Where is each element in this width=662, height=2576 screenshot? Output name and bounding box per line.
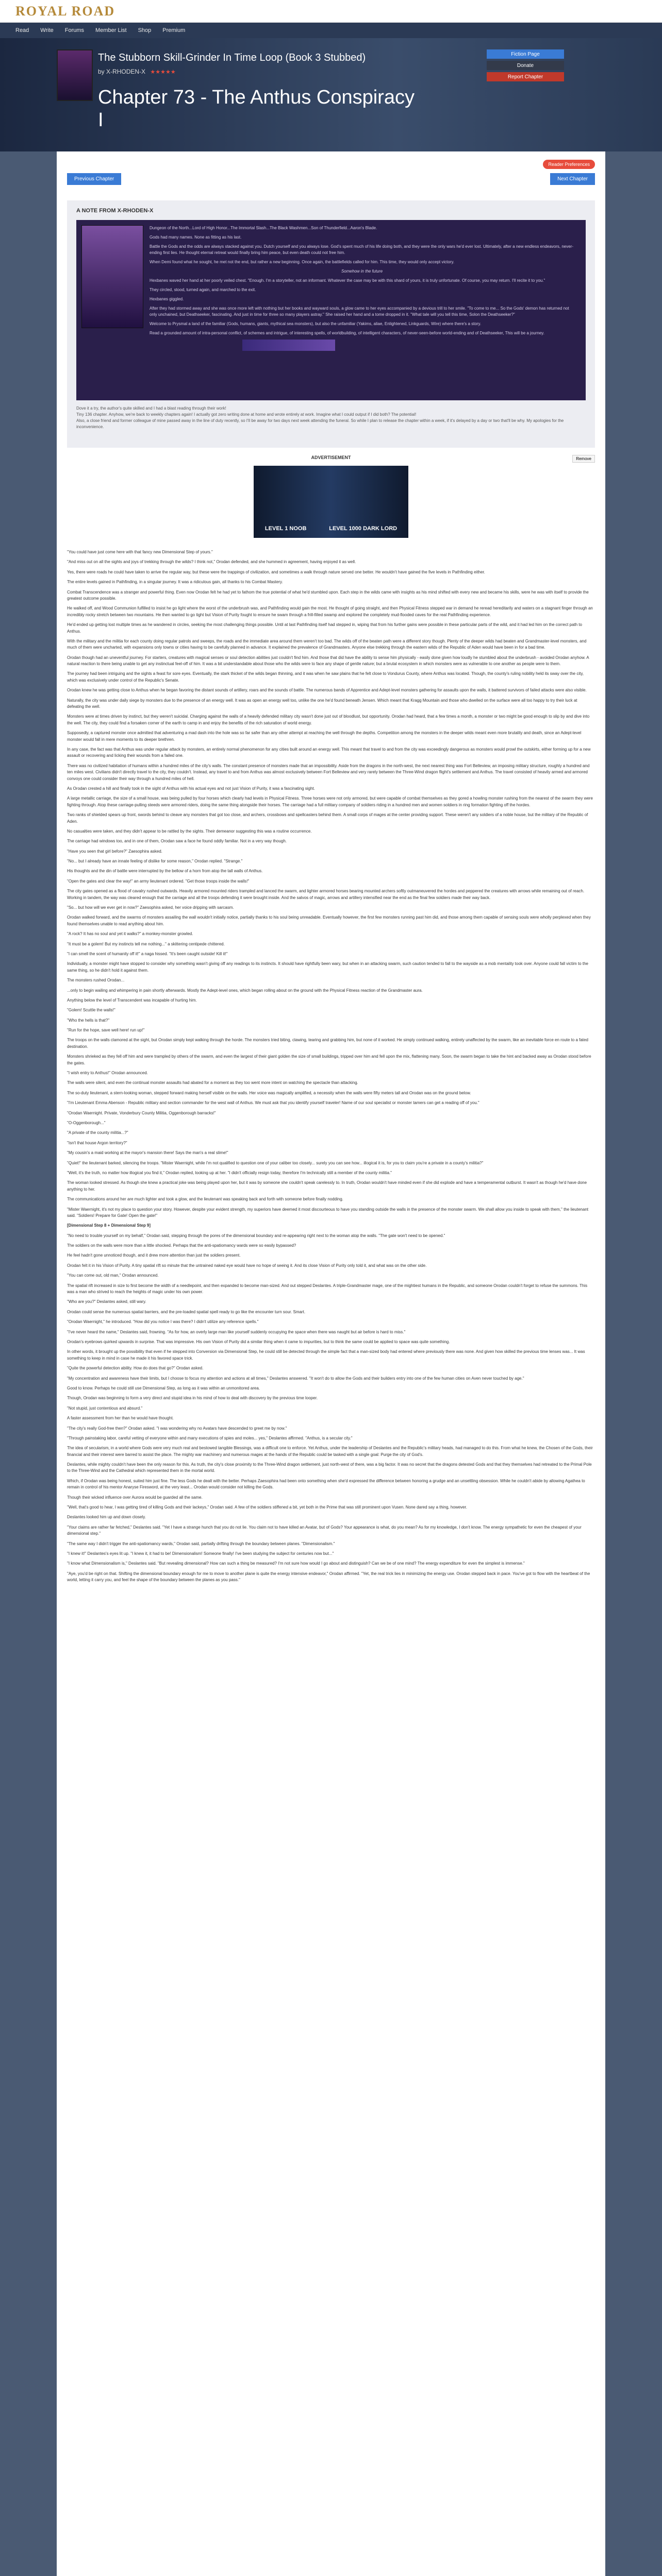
- chapter-paragraph: He feel hadn't gone unnoticed though, and it drew more attention than just the soldiers present.: [67, 1253, 241, 1258]
- chapter-paragraph: "Quiet!" the lieutenant barked, silencing the troops. "Mister Waernight, while I'm not qualified to question one of your caliber too closely... surely you can see how... illogical it is, for you to claim you're a private in a county's militia?": [67, 1160, 484, 1165]
- chapter-paragraph: There was no civilized habitation of humans within a hundred miles of the city's walls. The constant presence of monsters made that an impossibility. Aside from the dragons in the north-west, the next nearest thing was Fort Belleview, an imposing military structure, roughly a hundred and ten miles west. Civilians didn't directly travel to the city, they couldn't. Instead, any travel to and from Anthus was almost exclusively between Fort Belleview and very rarely between the Three-Wind dragon flight's settlement and Anthus. The travel consisted of heavily armed and armored convoys one could consider their way through a hundred miles of hell.: [67, 763, 590, 781]
- chapter-paragraph: Combat Transcendence was a stranger and powerful thing. Even now Orodan felt he had yet to fathom the true potential of what he'd stumbled upon. Each step in the wilds came with insights as his mind shifted with every new and became his skills, were he was with itself to provide the greatest outcome possible.: [67, 589, 589, 601]
- promo-paragraph: Somehow in the future: [341, 269, 383, 274]
- fiction-title[interactable]: The Stubborn Skill-Grinder In Time Loop (Book 3 Stubbed): [98, 52, 366, 63]
- site-logo[interactable]: ROYAL ROAD: [15, 3, 115, 19]
- chapter-paragraph: The walls were silent, and even the continual monster assaults had abated for a moment as they too went more intent on watching the spectacle than attacking.: [67, 1080, 358, 1086]
- chapter-nav-top: [67, 173, 595, 185]
- report-chapter-button[interactable]: Report Chapter: [487, 72, 564, 81]
- chapter-paragraph: The troops on the walls clamored at the sight, but Orodan simply kept walking through the horde. The monsters tried biting, clawing, tearing and grabbing him, but none of it worked. He simply continued walking, entirely unaffected by the swarm, like an inevitable force en route to a fated destination.: [67, 1038, 588, 1049]
- chapter-paragraph: Good to know. Perhaps he could still use Dimensional Step, as long as it was within an unmonitored area.: [67, 1385, 260, 1391]
- chapter-paragraph: In any case, the fact was that Anthus was under regular attack by monsters, an entirely normal phenomenon for any cities built around an energy well. This meant that travel to and from the city was exceedingly dangerous as monsters would prowl the outskirts, either forming up for a new assault or recovering and licking their wounds from a failed one.: [67, 747, 591, 758]
- chapter-paragraph: The woman looked stressed. As though she knew a practical joke was being played upon her, but it was by someone she couldn't speak carelessly to. In truth, Orodan wouldn't have minded even if she did explode and have a temperamental outburst. It wasn't as though he'd have done anything to her.: [67, 1180, 587, 1192]
- chapter-paragraph: "I'm Lieutenant Emma Abenson - Republic military and section commander for the west wall of Anthus. We must ask that you identify yourself traveler! Name of our soul specialist or monster tamers can get a reading off of you.": [67, 1100, 479, 1106]
- chapter-paragraph: "O-Oggenborough...": [67, 1121, 106, 1125]
- chapter-paragraph: Supposedly, a captured monster once admitted that adventuring a mad dash into the hole was so far safer than any other attempt at reaching the well through the depths. Competition among the monsters in the deeper wilds meant even more brutality and death, since an Adept-level monster would fall in mere moments to its deeper brethren.: [67, 731, 582, 742]
- chapter-paragraph: "Not stupid, just contentious and absurd.": [67, 1405, 143, 1411]
- chapter-paragraph: Which, if Orodan was being honest, suited him just fine. The less Gods he dealt with the better. Perhaps Zaesophira had been onto something when she'd expressed the difference between honoring a grudge and an unsettling obsession. While he couldn't abide by allowing Agathea to remain in control of his mentor Anaryse Firesword, at the very least... Orodan would consider not killing the Gods.: [67, 1478, 585, 1490]
- author-name[interactable]: X-RHODEN-X: [106, 68, 146, 75]
- fiction-cover[interactable]: [57, 49, 93, 101]
- chapter-paragraph: He'd ended up getting lost multiple times as he wandered in circles, seeking the most challenging things possible. Until at last Pathfinding itself had stepped in, wiping that from his further gains were possible in these particular parts of the wild, and it had led him on the correct path to Anthus.: [67, 622, 582, 634]
- chapter-paragraph: The entire levels gained in Pathfinding, in a singular journey. It was a ridiculous gain, all thanks to his Combat Mastery.: [67, 580, 283, 585]
- fiction-page-button[interactable]: Fiction Page: [487, 49, 564, 59]
- chapter-paragraph: The spatial rift increased in size to first become the width of a needlepoint, and then expanded to become man-sized. And out stepped Deslantes. A triple-Grandmaster mage, one of the mightiest humans in the Republic, and someone Orodan couldn't forget to refuse the summons. This was a man who strived to reach the heights of magic under his own power.: [67, 1283, 588, 1295]
- chapter-paragraph: Yes, there were roads he could have taken to arrive the regular way, but these were the trappings of civilization, and sometimes a walk through nature served one better. He wouldn't have gained the five levels in Pathfinding either.: [67, 569, 485, 574]
- chapter-paragraph: "I've never heard the name," Deslantes said, frowning. "As for how, an overly large man like yourself suddenly occupying the space when there was naught but air before is hard to miss.": [67, 1329, 406, 1334]
- main-nav: [0, 23, 662, 38]
- chapter-paragraph: "It must be a golem! But my instincts tell me nothing..." a skittering centipede chittered.: [67, 941, 225, 946]
- chapter-paragraph: "Through painstaking labor, careful vetting of everyone within and many executions of spies and moles... yes," Deslantes affirmed. "Anthus, is a secular city.": [67, 1435, 353, 1440]
- promo-paragraph: Read a grounded amount of intra-personal conflict, of schemes and intrigue, of interesting spells, of worldbuilding, of intelligent characters, of never-seen-before world-ending and of Deathseeker, This will be a journey.: [150, 331, 544, 335]
- chapter-paragraph: Deslantes looked him up and down closely.: [67, 1515, 146, 1520]
- promo-paragraph: After they had stormed away and she was once more left with nothing but her books and wayward souls, a glow came to her eyes accompanied by a devious trill to her smile. "To come to me... So the Gods' demon has returned not only unchained, but Deathseeker, fascinating. And just in time for three so many players astray." She raised her hand and a tome dropped in it. "What tale will you tell this time, Solon the Deathseeker?": [150, 306, 569, 317]
- chapter-paragraph: "My concentration and awareness have their limits, but I choose to focus my attention and actions at all times," Deslantes answered. "It won't do to allow the Gods and their builders entry into one of the few human cities on Aven never touched by age.": [67, 1376, 524, 1381]
- rating-stars-icon: ★★★★★: [150, 69, 176, 75]
- chapter-paragraph: "No... but I already have an innate feeling of dislike for some reason," Orodan replied. "Strange.": [67, 859, 243, 864]
- author-prefix: by: [98, 68, 105, 75]
- chapter-paragraph: Two ranks of shielded spears up front, swords behind to cleave any monsters that got too close, and archers, crossbows and spellcasters behind them. A small corps of mages at the center providing support. These weren't any soldiers of a noble house, but the military of the Republic of Aden.: [67, 812, 588, 824]
- nav-item-write[interactable]: Write: [40, 27, 54, 33]
- nav-item-member-list[interactable]: Member List: [95, 27, 127, 33]
- chapter-paragraph: Orodan could sense the numerous spatial barriers, and the pre-loaded spatial spell ready to go like the encounter turn sour. Smart.: [67, 1309, 306, 1314]
- chapter-paragraph: "Isn't that house Argon territory?": [67, 1140, 127, 1145]
- author-note: [67, 200, 595, 448]
- chapter-paragraph: A faster assessment from her than he would have thought.: [67, 1416, 174, 1421]
- chapter-paragraph: Anything below the level of Transcendent was incapable of hurting him.: [67, 997, 197, 1003]
- chapter-paragraph: "A rock? It has no soul and yet it walks?" a monkey-monster growled.: [67, 931, 193, 937]
- note-footer-line: Also, a close friend and former colleague of mine passed away in the line of duty recently, so I'll be away for two days next week attending the funeral. So while I plan to release the chapter within a week, if it's delayed by a day or two that'll be why. My apologies for the inconvenience.: [76, 418, 564, 429]
- nav-item-read[interactable]: Read: [15, 27, 29, 33]
- chapter-paragraph: "The city's really God-free then?" Orodan asked. "I was wondering why no Avatars have descended to greet me by now.": [67, 1426, 287, 1431]
- promo-paragraph: Hexbanes waved her hand at her poorly veiled chest. "Enough. I'm a storyteller, not an informant. Whatever the case may be with this shard of yours, it is truly unfortunate. Of course, you may return. I'll recite it to you.": [150, 278, 545, 283]
- promo-paragraph: Hexbanes giggled.: [150, 297, 184, 301]
- chapter-paragraph: "Who the hells is that?": [67, 1018, 110, 1023]
- promo-paragraph: They circled, stood, turned again, and marched to the exit.: [150, 287, 256, 292]
- prefs-row: [67, 160, 595, 169]
- chapter-content: [57, 151, 605, 2576]
- chapter-header: [0, 38, 662, 151]
- chapter-paragraph: The carriage had windows too, and in one of them, Orodan saw a face he found oddly familiar. Not in a very way though.: [67, 839, 287, 844]
- chapter-paragraph: Individually, a monster might have stopped to consider why something wasn't giving off any readings to its instincts. It should have rightfully been wary, but when in an attacking swarm, such caution tended to fall to the wayside as a mob mentality took over. Anyone could fall victim to the same thing, so he didn't hold it against them.: [67, 961, 588, 973]
- chapter-paragraph: He walked off, and Wood Communion fulfilled to insist he go light where the worst of the underbrush was, and Pathfinding would gain the most. He thought of going straight, and then Physical Fitness stepped war in demand he reread hereditarily and waters on a stagnant finger through an incredibly rocky stretch between two mountains. He then wanted to go tight but Vision of Purity fought to ensure he swam through a frill-filled swamp and explored the completely mud-flooded caves for the real Pathfinding experience.: [67, 606, 593, 617]
- note-footer-line: Dove it a try, the author's quite skilled and I had a blast reading through their work!: [76, 406, 226, 411]
- chapter-paragraph: The soldiers on the walls were more than a little shocked. Perhaps that the anti-spatiomancy wards were so easily bypassed?: [67, 1243, 296, 1248]
- chapter-paragraph: In other words, it brought up the possibility that even if he stepped into Conversion via Dimensional Step, he could still be detected through the simple fact that a man-sized body had entered where previously there was none. And given how skilled the previous time lenses was... It was something to keep in mind in case he made it his favored space trick.: [67, 1349, 585, 1361]
- chapter-paragraph: The so-duty lieutenant, a stern-looking woman, stepped forward making herself visible on the walls. Her voice was magically amplified, a necessity when the walls were fifty meters tall and Orodan was on the ground below.: [67, 1090, 471, 1095]
- promo-paragraph: Dungeon of the North...Lord of High Honor...The Immortal Slash...The Black Washmen...Son of Thunderfield...Aaron's Blade.: [150, 226, 377, 230]
- remove-ad-button[interactable]: Remove: [572, 455, 595, 463]
- chapter-paragraph: "Mister Waernight, it's not my place to question your story. However, despite your evident strength, my superiors have deemed it most discourteous to have you standing outside the walls in the presence of the monster swarm. We shall allow you inside to speak with them," the lieutenant said. "Soldiers! Prepare for Gate! Open the gate!": [67, 1207, 589, 1218]
- chapter-paragraph: "Well, it's the truth, no matter how illogical you find it," Orodan replied, looking up at her. "I didn't officially resign today, therefore I'm technically still a member of the county militia.": [67, 1170, 392, 1175]
- chapter-paragraph: Monsters were at times driven by instinct, but they weren't suicidal. Charging against the walls of a heavily defended military city wasn't done just out of bloodlust, but opportunity. Orodan had heard, that a few times a month, a monster or two might be good enough to slip by and dive into the well. The city, they could find a forsaken corner of the earth to camp in and enjoy the benefits of the rich saturation of world energy.: [67, 714, 590, 725]
- chapter-paragraph: Though their wicked influence over Aurora would be guarded all the same.: [67, 1495, 203, 1500]
- chapter-paragraph: The monsters rushed Orodan...: [67, 978, 125, 983]
- chapter-paragraph: The communications around her are much lighter and took a glow, and the lieutenant was speaking back and forth with someone before finally nodding.: [67, 1197, 343, 1202]
- chapter-paragraph: "So... but how will we ever get in now?" Zaesophira asked, her voice dripping with sarcasm.: [67, 905, 234, 910]
- chapter-paragraph: The city gates opened as a flood of cavalry rushed outwards. Heavily armored mounted riders trampled and lanced the swarm, and lighter armored horses bearing mounted archers softly outmaneuvered the hordes and peppered the creatures with arrows while remaining out of reach. Working in tandem, the way was cleared enough that the carriage and all the troops defending it were brought inside. And the salvos of magic, arrows and artillery intensified near the end as the final few soldiers made their way back.: [67, 889, 585, 900]
- promo-paragraph: Gods had many names. None as fitting as his last.: [150, 235, 242, 240]
- chapter-paragraph: A large metallic carriage, the size of a small house, was being pulled by four horses which clearly had levels in Physical Fitness. Three horses were not only armored, but were capable of combat themselves as they gored a howling monster rushing from the nearest of the swarm they were fighting through. Atop these carriage-pulling steeds were armored riders, doing the same thing alongside their horses. The carriage had a full military company of soldiers riding in a hundred men and women soldiers in ring formation fighting off the hordes.: [67, 796, 593, 807]
- promo-paragraph: Battle the Gods and the odds are always stacked against you. Dutch yourself and you always lose. God's spent much of his life doing both, and they were the only wars he'd ever lost. Ultimately, after a new endless endeavors, never-ending first lies. He thought eternal retreat would finally bring him peace, but even death could not free him.: [150, 244, 574, 255]
- promo-text: [143, 225, 581, 395]
- top-bar: [0, 0, 662, 23]
- chapter-paragraph: Orodan knew he was getting close to Anthus when he began favoring the distant sounds of artillery, roars and the sounds of battle. The numerous bands of Apprentice and Adept-level monsters gathering for assaults upon the walls, it battered survivors of failed attacks were also visible.: [67, 688, 587, 693]
- chapter-paragraph: As Orodan crested a hill and finally took in the sight of Anthus with his actual eyes and not just Vision of Purity, it was a fascinating sight.: [67, 786, 315, 791]
- chapter-paragraph: The journey had been intriguing and the sights a feast for sore eyes. Eventually, the stark thicket of the wilds began thinning, and it was when he saw plains that he felt close to Vondurus County, where Anthus was located. Though, the county's ruling nobility held its sway over the city, which was exclusively under control of the Republic's Senate.: [67, 671, 584, 683]
- chapter-paragraph: The idea of secularism, in a world where Gods were very much real and bestowed tangible Blessings, was a difficult one to enforce. Yet Anthus, under the leadership of Deslantes and the Republic's military heads, had managed to do this. From what he knew, the Chosen of the Gods, their financial and their interest were barred to assist the place. The mighty war machinery and numerous mages at the hands of the Republic could be tasked with a single goal: Purge the city of God's.: [67, 1446, 593, 1457]
- chapter-paragraph: "I wish entry to Anthus!" Orodan announced.: [67, 1071, 148, 1076]
- chapter-paragraph: "Well, that's good to hear, I was getting tired of killing Gods and their lackeys," Orodan said. A few of the soldiers stiffened a bit, yet both in the Prime that was still prominent upon Vusen. None dared say a thing, however.: [67, 1505, 467, 1510]
- promo-paragraph: When Demi found what he sought, he met not the end, but rather a new beginning. Once again, the battlefields called for him. This time, they would only accept victory.: [150, 260, 455, 264]
- author-note-heading: A NOTE FROM X-RHODEN-X: [76, 208, 154, 214]
- chapter-paragraph: "You can come out, old man," Orodan announced.: [67, 1273, 159, 1278]
- chapter-body: [67, 549, 595, 1584]
- promo-paragraph: Welcome to Prysmal a land of the familiar (Gods, humans, giants, mythical sea monsters), but also the unfamiliar (Yakims, aliae, Enlightened, Linkguards, Wire) where there's a story.: [150, 321, 482, 326]
- author-note-box: [76, 220, 586, 400]
- reader-preferences-button[interactable]: Reader Preferences: [543, 160, 595, 169]
- chapter-paragraph: "And miss out on all the sights and joys of trekking through the wilds? I think not," Orodan defended, and she hummed in agreement, having enjoyed it as well.: [67, 560, 356, 565]
- chapter-paragraph: Though, Orodan was beginning to form a very direct and stupid idea in his mind of how to deal with discovery by the previous time looper.: [67, 1396, 318, 1401]
- ad-right-text: LEVEL 1000 DARK LORD: [329, 526, 398, 532]
- chapter-title: Chapter 73 - The Anthus Conspiracy I: [98, 87, 415, 131]
- chapter-paragraph: "I knew it!" Deslantes's eyes lit up. "I knew it, it had to be! Dimensionalism! Someone finally! I've been studying the subject for centuries now but...": [67, 1551, 334, 1556]
- header-actions: [487, 49, 564, 81]
- donate-button[interactable]: Donate: [487, 61, 564, 70]
- chapter-paragraph: [Dimensional Step 8 + Dimensional Step 9]: [67, 1223, 151, 1228]
- chapter-paragraph: Orodan walked forward, and the swarms of monsters assailing the wall wouldn't initially notice, partially thanks to his soul being unreadable. Eventually however, the first few monsters running past him did, and those among them capable of sensing souls were wholly perplexed when they found themselves unable to read anything about him.: [67, 915, 591, 926]
- chapter-paragraph: "Open the gates and clear the way!" an army lieutenant ordered. "Get those troops inside the walls!": [67, 878, 250, 884]
- chapter-paragraph: "Quite the powerful detection ability. How do does that go?" Orodan asked.: [67, 1366, 204, 1371]
- chapter-paragraph: "Orodan Waernight. Private, Vonderbury County Militia, Oggenborough barracks!": [67, 1110, 216, 1115]
- chapter-paragraph: "A private of the county militia...?": [67, 1130, 128, 1136]
- promo-banner-image[interactable]: [242, 340, 335, 351]
- promo-cover-image[interactable]: [81, 225, 143, 328]
- chapter-paragraph: No casualties were taken, and they didn't appear to be rattled by the sights. Their demeanor suggesting this was a routine occurrence.: [67, 828, 312, 834]
- chapter-paragraph: "No need to trouble yourself on my behalf," Orodan said, stepping through the pores of the dimensional boundary and re-appearing right next to the woman atop the walls. "The gate won't need to be opened.": [67, 1233, 445, 1238]
- nav-item-forums[interactable]: Forums: [64, 27, 85, 33]
- chapter-paragraph: ...only to begin wailing and whimpering in pain shortly afterwards. Mostly the Adept-level ones, which began rolling about on the ground with the Physical Fitness reaction of the Grandmaster aura.: [67, 988, 423, 993]
- ad-left-text: LEVEL 1 NOOB: [264, 526, 307, 532]
- nav-item-shop[interactable]: Shop: [138, 27, 152, 33]
- chapter-paragraph: His thoughts and the din of battle were interrupted by the bellow of a horn from atop the tall walls of Anthus.: [67, 869, 263, 874]
- chapter-paragraph: "I know what Dimensionalism is," Deslantes said. "But revealing dimensional? How can such a thing be measured? I'm not sure how would I go about and distinguish? Can we be of one mind? The energy expenditure for even the simplest is immense.": [67, 1561, 525, 1566]
- chapter-paragraph: "Orodan Waernight," he introduced. "How did you notice I was there? I didn't utilize any reference spells.": [67, 1319, 259, 1325]
- nav-item-premium[interactable]: Premium: [162, 27, 186, 33]
- chapter-paragraph: "Golem! Scuttle the walls!": [67, 1008, 115, 1013]
- chapter-paragraph: "The same way I didn't trigger the anti-spatiomancy wards," Orodan said, partially drifting through the boundary between planes. "Dimensionalism.": [67, 1541, 335, 1546]
- previous-chapter-button[interactable]: Previous Chapter: [67, 173, 121, 185]
- chapter-paragraph: Orodan though had an uneventful journey. For starters, creatures with magical senses or soul detection abilities just couldn't find him. And those that did have the ability to sense him physically - easily done given how loudly he stumbled about the underbrush - avoided Orodan anyhow. A natural reaction to there being unable to get any instinctual feel-off of him. It was a bit understandable about those who the wilds were to face any shape of gentle nature; but a brutal ecosystem in which monsters were as vulnerable to one another as people were to them.: [67, 655, 589, 667]
- chapter-paragraph: "My cousin's a maid working at the mayor's mansion there! Says the man's a real slime!": [67, 1150, 228, 1156]
- chapter-paragraph: "You could have just come here with that fancy new Dimensional Step of yours.": [67, 550, 213, 554]
- chapter-paragraph: Deslantes, while mighty couldn't have been the only reason for this. As truth, the city's close proximity to the Three-Wind dragon settlement, just north-west of there, was a big factor. It was no secret that the dragons detested Gods and that they themselves had retreated to the Primal Pole to the Three-Wind and the Cathedral which represented them in the mortal world.: [67, 1462, 592, 1473]
- chapter-paragraph: Orodan's eyebrows quirked upwards in surprise. That was impressive. His own Vision of Purity did a similar thing when it came to impurities, but to think the same could be applied to space was quite something.: [67, 1339, 450, 1344]
- advertisement-banner[interactable]: [254, 466, 408, 538]
- chapter-paragraph: "Have you seen that girl before?" Zaesophira asked.: [67, 849, 162, 854]
- chapter-paragraph: "Run for the hope, save well here! run up!": [67, 1028, 145, 1033]
- chapter-paragraph: "Who are you?" Deslantes asked, still wary.: [67, 1299, 146, 1304]
- advertisement-label: ADVERTISEMENT: [311, 455, 351, 460]
- next-chapter-button[interactable]: Next Chapter: [550, 173, 595, 185]
- chapter-paragraph: "Aye, you'd be right on that. Shifting the dimensional boundary enough for me to move to another plane is quite the energy intensive endeavor," Orodan affirmed. "Yet, the real trick lies in minimizing the energy use. Orodan stepped back in pace. You've got to flow with the heartbeat of the world, letting it carry you, and feel the shape of the boundary between the planes as you pass.": [67, 1571, 590, 1583]
- note-footer-line: Tiny 136 chapter. Anyhow, we're back to weekly chapters again! I actually got zero writing done at home and wrote entirely at work. Imagine what I could output if I did both? The potential!: [76, 412, 417, 417]
- author-note-footer: [76, 405, 586, 430]
- chapter-paragraph: "I can smell the scent of humanity off it!" a naga hissed. "It's been caught outside! Kill it!": [67, 951, 228, 956]
- chapter-paragraph: With the military and the militia for each county doing regular patrols and sweeps, the roads and the immediate area around them weren't too bad. The wilds off of the beaten path were a different story though. Plenty of the deeper wilds had beaten and Grandmaster-level monsters, and much of them were uncharted, with expansions only towns or cities having to be carefully planned in advance. It explained the prevalence of Grandmasters. Anyone else trekking through the eastern wilds of the Republic of Aden would have been in for a bad time.: [67, 638, 587, 650]
- chapter-paragraph: "Your claims are rather far fetched," Deslantes said. "Yet I have a strange hunch that you do not lie. You claim not to have killed an Avatar, but of Gods? Your appearance is what, do you mean? As for my knowledge, I don't know. The energy sympathetic for even the cheapest of your dimensional step.": [67, 1524, 582, 1536]
- chapter-paragraph: Monsters shrieked as they fell off him and were trampled by others of the swarm, and even the largest of their giant golden the size of small buildings, tripped over him and fell upon the mix, flattening many. Soon, the swarm began to take the hint and backed away as Orodan stood before the gates.: [67, 1054, 591, 1065]
- chapter-paragraph: Naturally, the city was under daily siege by monsters due to the presence of an energy well. It was as open an energy well too, unlike the one he'd found beneath Jensen. Which meant that Kragg Mountain and those who dwelled on the surface were all too happy to try their luck at defeating the well.: [67, 698, 577, 709]
- chapter-paragraph: Orodan felt it in his Vision of Purity. A tiny spatial rift so minute that the untrained naked eye would have no hope of seeing it. And its close Vision of Purity only told it, and what was on the other side.: [67, 1263, 427, 1268]
